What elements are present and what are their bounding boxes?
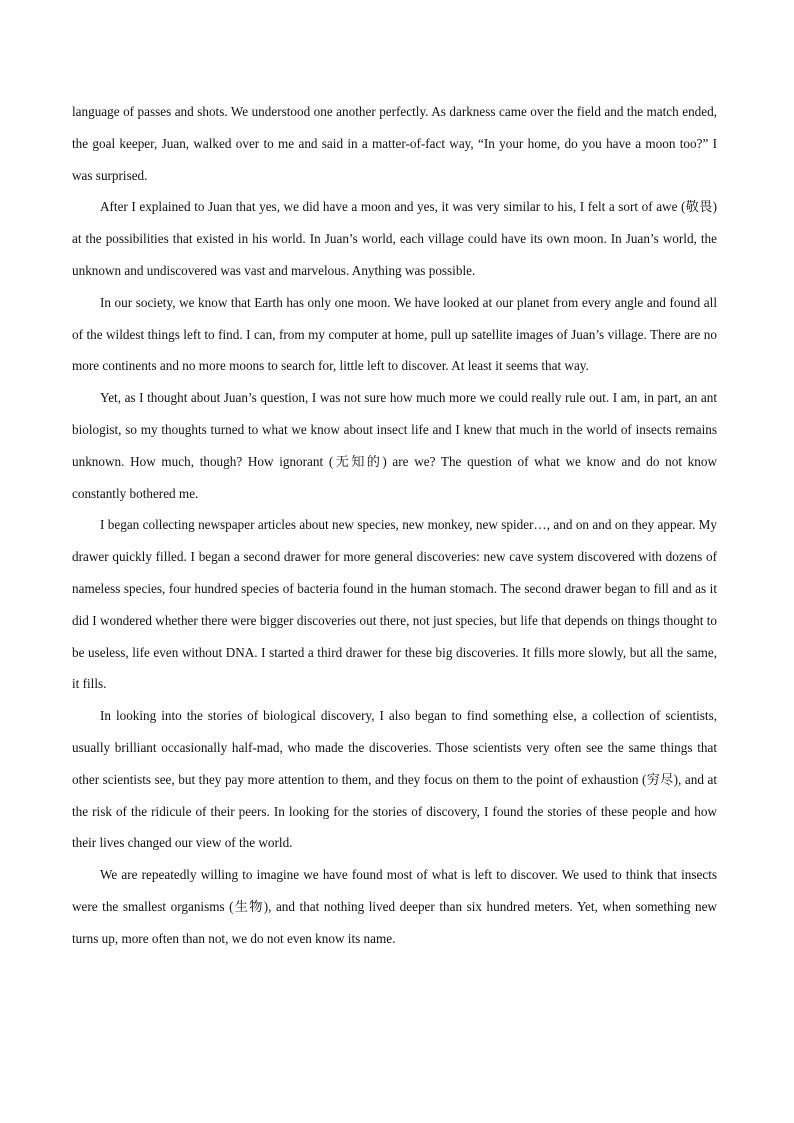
article-body bbox=[72, 96, 717, 955]
paragraph-1: language of passes and shots. We understood one another perfectly. As darkness came over the field and the match ended, the goal keeper, Juan, walked over to me and said in a matter-of-fact way, “In your home, do you have a moon too?” I was surprised. bbox=[72, 104, 717, 183]
paragraph-7: We are repeatedly willing to imagine we have found most of what is left to discover. We used to think that insects were the smallest organisms (生物), and that nothing lived deeper than six hundred meters. Yet, when something new turns up, more often than not, we do not even know its name. bbox=[72, 867, 717, 946]
paragraph-6: In looking into the stories of biological discovery, I also began to find something else, a collection of scientists, usually brilliant occasionally half-mad, who made the discoveries. Those scientists very often see the same things that other scientists see, but they pay more attention to them, and they focus on them to the point of exhaustion (穷尽), and at the risk of the ridicule of their peers. In looking for the stories of discovery, I found the stories of these people and how their lives changed our view of the world. bbox=[72, 708, 717, 851]
paragraph-5: I began collecting newspaper articles about new species, new monkey, new spider…, and on and on they appear. My drawer quickly filled. I began a second drawer for more general discoveries: new cave system discovered with dozens of nameless species, four hundred species of bacteria found in the human stomach. The second drawer began to fill and as it did I wondered whether there were bigger discoveries out there, not just species, but life that depends on things thought to be useless, life even without DNA. I started a third drawer for these big discoveries. It fills more slowly, but all the same, it fills. bbox=[72, 517, 717, 692]
paragraph-4: Yet, as I thought about Juan’s question, I was not sure how much more we could really rule out. I am, in part, an ant biologist, so my thoughts turned to what we know about insect life and I knew that much in the world of insects remains unknown. How much, though? How ignorant (无知的) are we? The question of what we know and do not know constantly bothered me. bbox=[72, 390, 717, 501]
paragraph-3: In our society, we know that Earth has only one moon. We have looked at our planet from every angle and found all of the wildest things left to find. I can, from my computer at home, pull up satellite images of Juan’s village. There are no more continents and no more moons to search for, little left to discover. At least it seems that way. bbox=[72, 294, 717, 374]
paragraph-2: After I explained to Juan that yes, we did have a moon and yes, it was very similar to his, I felt a sort of awe (敬畏) at the possibilities that existed in his world. In Juan’s world, each village could have its own moon. In Juan’s world, the unknown and undiscovered was vast and marvelous. Anything was possible. bbox=[72, 199, 717, 278]
